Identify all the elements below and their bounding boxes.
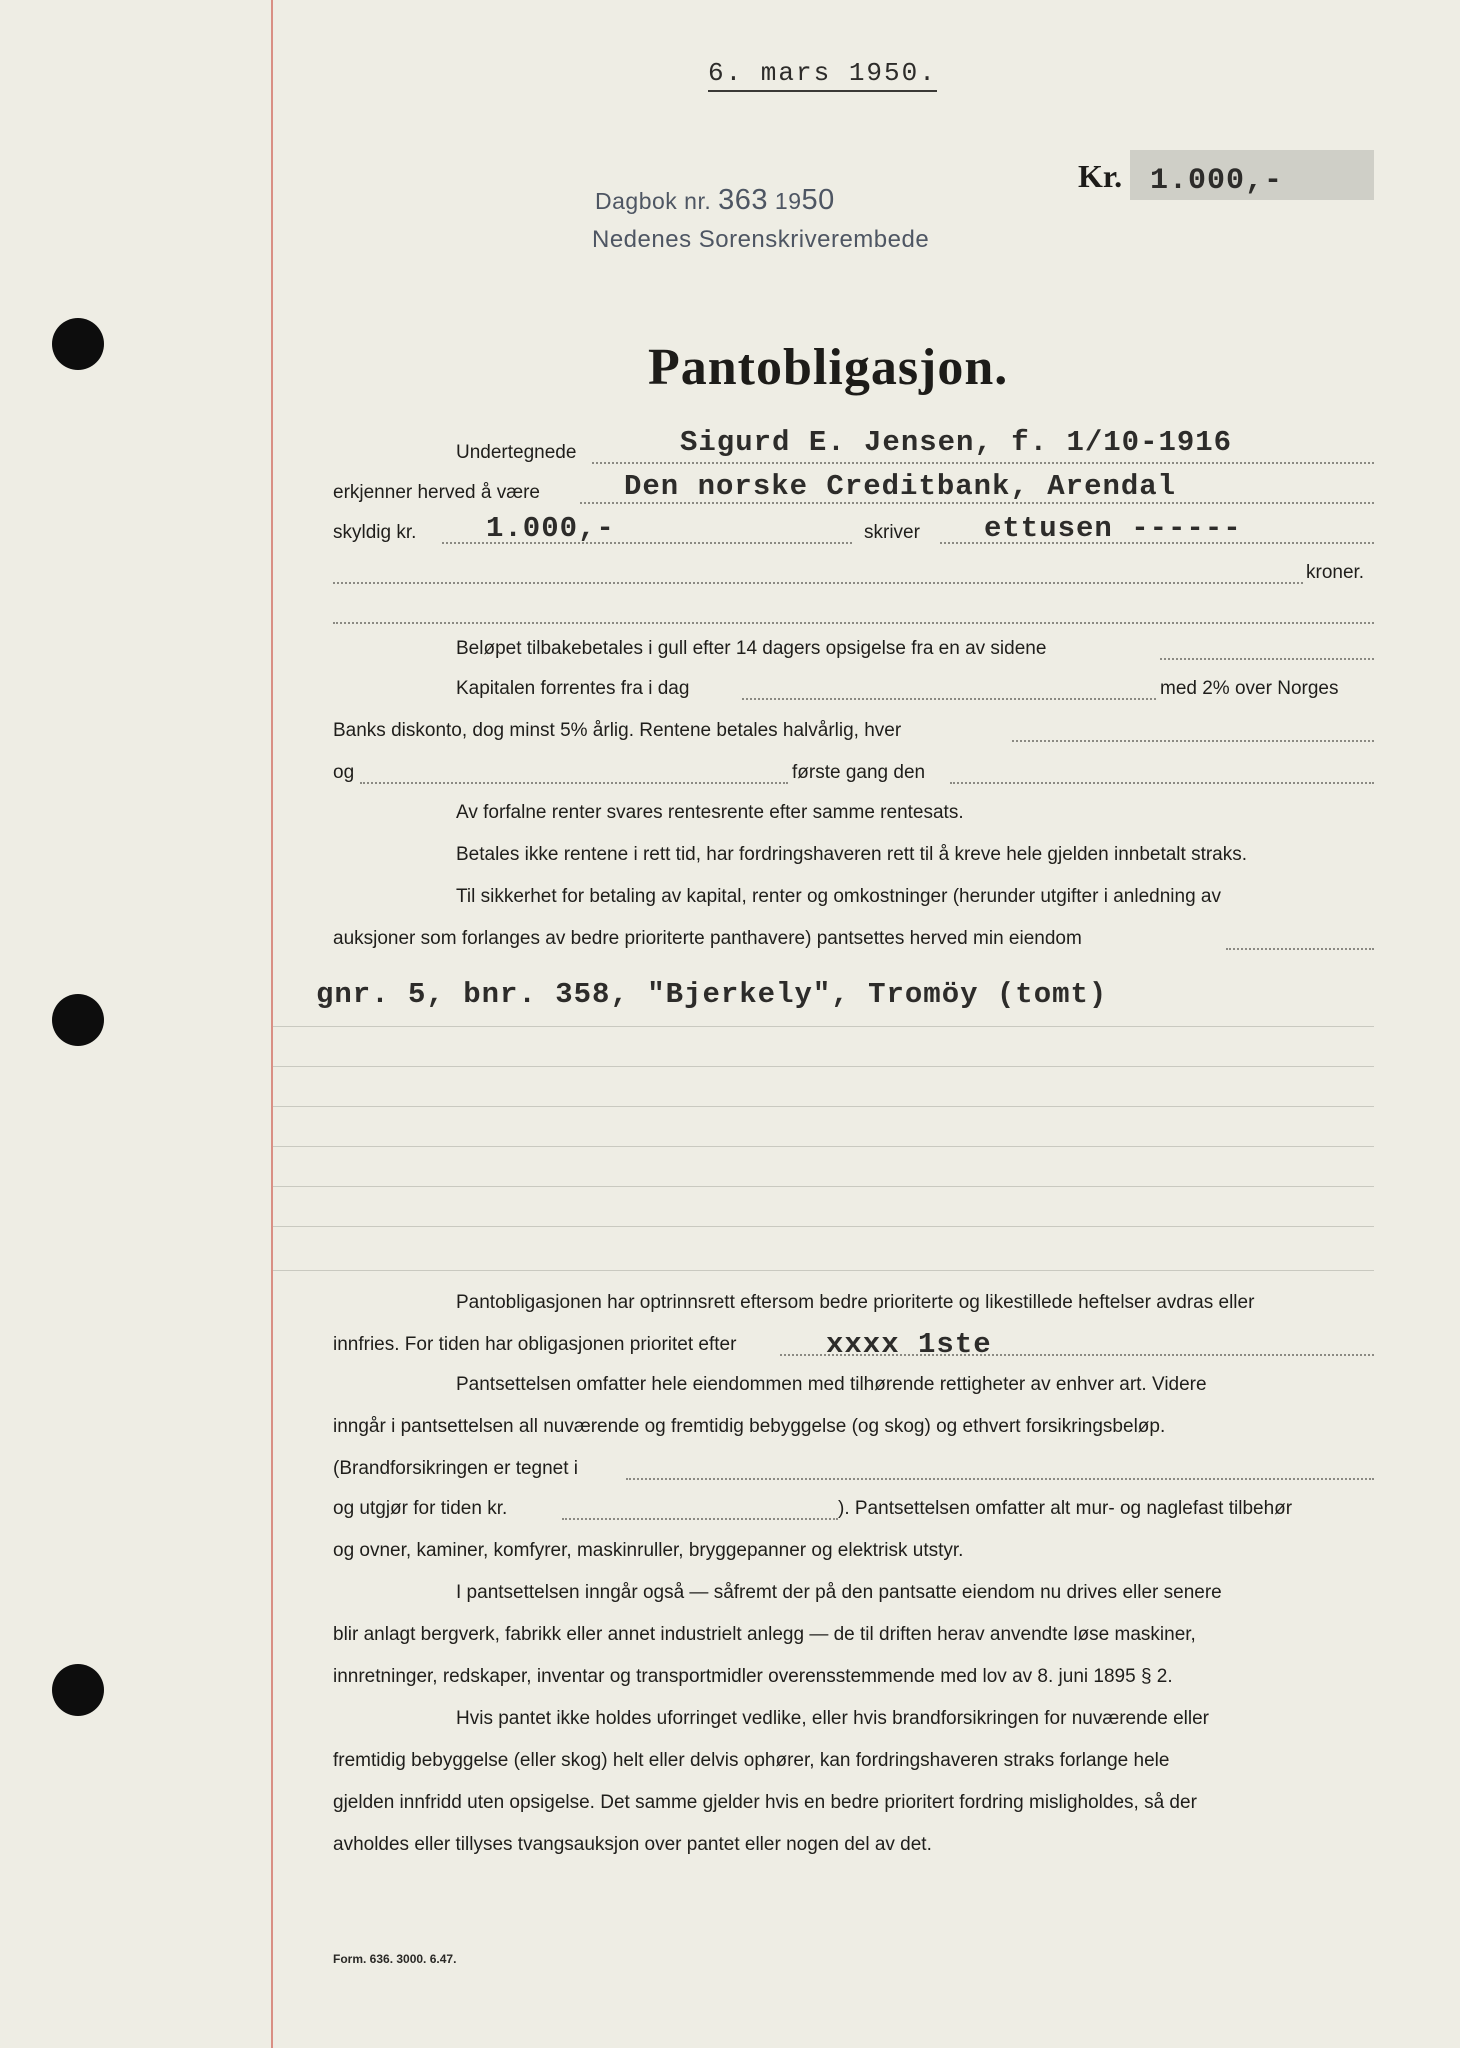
dotted-line	[360, 782, 788, 784]
punch-hole	[52, 318, 104, 370]
interest-rate-clause: med 2% over Norges	[1160, 678, 1339, 699]
compound-interest-clause: Av forfalne renter svares rentesrente efter samme rentesats.	[456, 802, 964, 823]
scope-clause-cont: inngår i pantsettelsen all nuværende og fremtidig bebyggelse (og skog) og ethvert forsikringsbeløp.	[333, 1416, 1166, 1437]
undertegnede-label: Undertegnede	[456, 442, 577, 463]
document-title: Pantobligasjon.	[648, 339, 1009, 396]
repayment-clause: Beløpet tilbakebetales i gull efter 14 dagers opsigelse fra en av sidene	[456, 638, 1047, 659]
dagbok-year: 50	[801, 184, 835, 216]
punch-hole	[52, 1664, 104, 1716]
ruled-line	[273, 1066, 1374, 1067]
debtor-name: Sigurd E. Jensen, f. 1/10-1916	[680, 426, 1233, 459]
punch-hole	[52, 994, 104, 1046]
ruled-line	[273, 1186, 1374, 1187]
fire-insurance-label: (Brandforsikringen er tegnet i	[333, 1458, 579, 1479]
og-label: og	[333, 762, 355, 783]
fixtures-list: og ovner, kaminer, komfyrer, maskinruller, bryggepanner og elektrisk utstyr.	[333, 1540, 964, 1561]
priority-efter: efter	[698, 1334, 737, 1355]
dotted-line	[333, 622, 1374, 624]
dagbok-year-prefix: 19	[774, 188, 802, 214]
industrial-clause-end: innretninger, redskaper, inventar og transportmidler overensstemmende med lov av 8. juni 1895 § 2.	[333, 1666, 1173, 1687]
first-time-label: første gang den	[792, 762, 926, 783]
kroner-label: kroner.	[1306, 562, 1365, 583]
priority-value: xxxx 1ste	[826, 1328, 992, 1361]
dotted-line	[333, 582, 1303, 584]
dagbok-prefix: Dagbok nr.	[595, 188, 712, 214]
dagbok-number: 363	[718, 184, 769, 216]
debt-amount: 1.000,-	[486, 512, 615, 545]
dotted-line	[562, 1518, 838, 1520]
default-clause: Betales ikke rentene i rett tid, har fordringshaveren rett til å kreve hele gjelden innbetalt straks.	[456, 844, 1248, 865]
dotted-line	[1226, 948, 1374, 950]
maintenance-clause-cont: fremtidig bebyggelse (eller skog) helt eller delvis ophører, kan fordringshaveren straks forlange hele	[333, 1750, 1170, 1771]
dotted-line	[742, 698, 1156, 700]
insured-amount-label: og utgjør for tiden kr.	[333, 1498, 508, 1519]
priority-clause: Pantobligasjonen har optrinnsrett eftersom bedre prioriterte og likestillede heftelser avdras eller	[456, 1292, 1255, 1313]
dagbok-stamp	[595, 184, 835, 217]
creditor-name: Den norske Creditbank, Arendal	[624, 470, 1177, 503]
document-date: 6. mars 1950.	[708, 58, 937, 92]
dotted-line	[1160, 658, 1374, 660]
property-description: gnr. 5, bnr. 358, "Bjerkely", Tromöy (tomt)	[316, 978, 1108, 1011]
dotted-line	[626, 1478, 1374, 1480]
scope-clause: Pantsettelsen omfatter hele eiendommen med tilhørende rettigheter av enhver art. Videre	[456, 1374, 1207, 1395]
interest-start-clause: Kapitalen forrentes fra i dag	[456, 678, 690, 699]
maintenance-clause-cont2: gjelden innfridd uten opsigelse. Det samme gjelder hvis en bedre prioritert fordring misligholdes, så der	[333, 1792, 1197, 1813]
dotted-line	[592, 462, 1374, 464]
office-stamp: Nedenes Sorenskriverembede	[592, 226, 930, 253]
priority-clause-cont	[333, 1334, 736, 1356]
ruled-line	[273, 1026, 1374, 1027]
skyldig-label: skyldig kr.	[333, 522, 417, 543]
kr-label: Kr.	[1078, 158, 1123, 194]
margin-rule	[271, 0, 273, 2048]
security-clause: Til sikkerhet for betaling av kapital, renter og omkostninger (herunder utgifter i anledning av	[456, 886, 1221, 907]
dotted-line	[1012, 740, 1374, 742]
erkjenner-label: erkjenner herved å være	[333, 482, 540, 503]
dotted-line	[950, 782, 1374, 784]
maintenance-clause: Hvis pantet ikke holdes uforringet vedlike, eller hvis brandforsikringen for nuværende eller	[456, 1708, 1209, 1729]
amount-in-words: ettusen ------	[984, 512, 1242, 545]
industrial-clause: I pantsettelsen inngår også — såfremt der på den pantsatte eiendom nu drives eller senere	[456, 1582, 1222, 1603]
discount-clause: Banks diskonto, dog minst 5% årlig. Rentene betales halvårlig, hver	[333, 720, 902, 741]
skriver-label: skriver	[864, 522, 920, 543]
form-number: Form. 636. 3000. 6.47.	[333, 1952, 457, 1966]
fixtures-clause: ). Pantsettelsen omfatter alt mur- og naglefast tilbehør	[838, 1498, 1293, 1519]
priority-text: innfries. For tiden har obligasjonen prioritet	[333, 1334, 694, 1355]
ruled-line	[273, 1106, 1374, 1107]
kr-amount: 1.000,-	[1150, 164, 1284, 198]
ruled-line	[273, 1270, 1374, 1271]
ruled-line	[273, 1226, 1374, 1227]
ruled-line	[273, 1146, 1374, 1147]
industrial-clause-cont: blir anlagt bergverk, fabrikk eller annet industrielt anlegg — de til driften herav anvendte løse maskiner,	[333, 1624, 1196, 1645]
maintenance-clause-end: avholdes eller tillyses tvangsauksjon over pantet eller nogen del av det.	[333, 1834, 932, 1855]
pledge-clause: auksjoner som forlanges av bedre prioriterte panthavere) pantsettes herved min eiendom	[333, 928, 1082, 949]
